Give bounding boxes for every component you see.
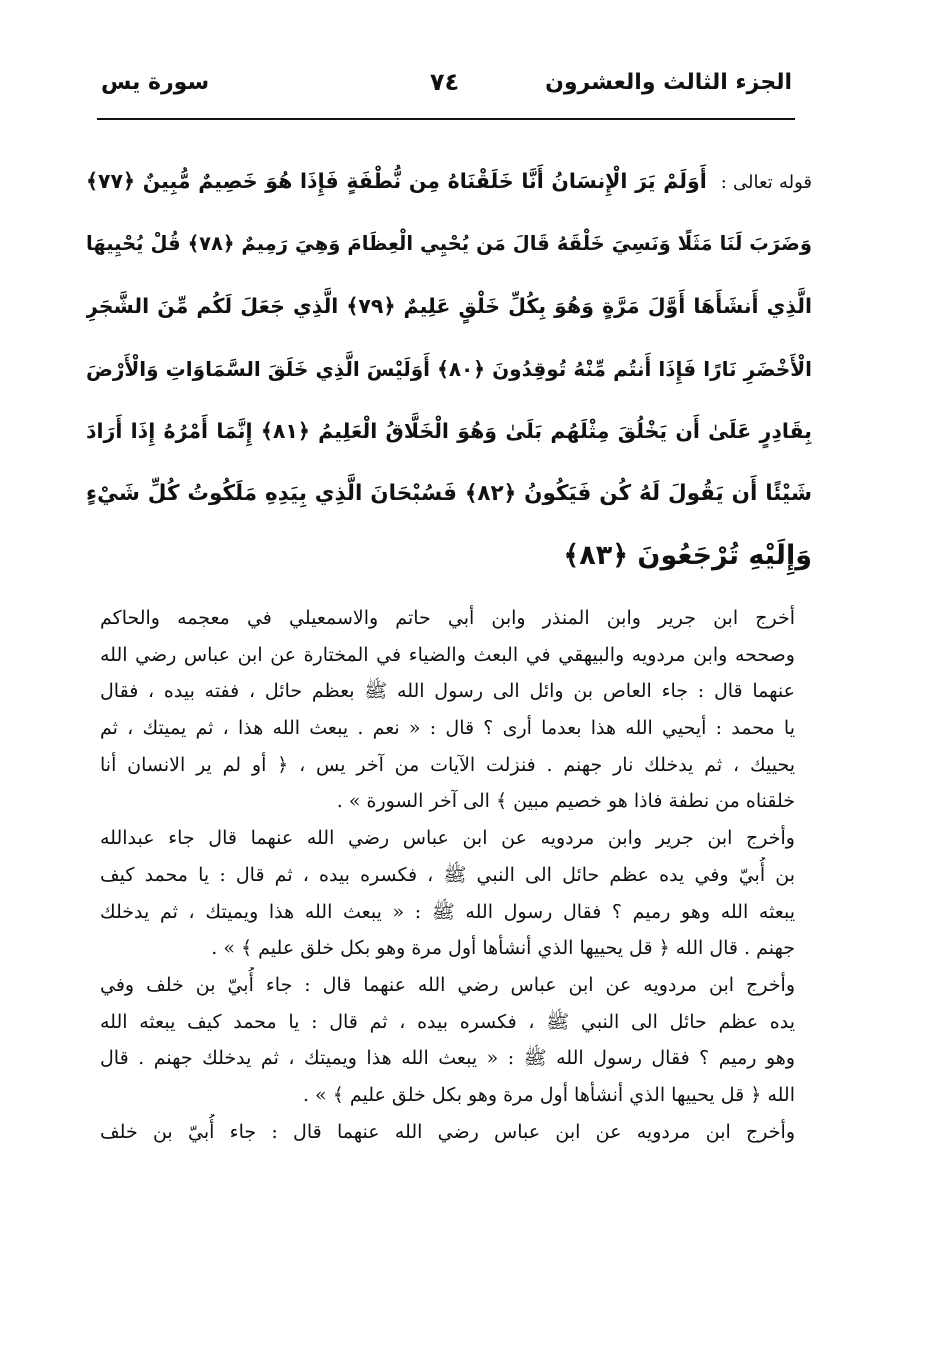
quran-line: الَّذِي أَنشَأَهَا أَوَّلَ مَرَّةٍ وَهُوَ بِكُلِّ خَلْقٍ عَلِيمٌ ﴿٧٩﴾ الَّذِي جَعَلَ لَكُم مِّنَ الشَّجَرِ: [86, 294, 812, 318]
commentary-line: خلقناه من نطفة فاذا هو خصيم مبين ﴾ الى آخر السورة » .: [336, 790, 795, 813]
commentary-line: وأخرج ابن جرير وابن مردويه عن ابن عباس رضي الله عنهما قال جاء عبدالله: [100, 827, 795, 850]
quran-line: وَضَرَبَ لَنَا مَثَلًا وَنَسِيَ خَلْقَهُ قَالَ مَن يُحْيِي الْعِظَامَ وَهِيَ رَمِيمٌ ﴿٧٨﴾ قُلْ يُحْيِيهَا: [86, 231, 812, 255]
commentary-line: وهو رميم ؟ فقال رسول الله ﷺ : « يبعث الله هذا ويميتك ، ثم يدخلك جهنم . قال: [100, 1047, 795, 1070]
commentary-line: يا محمد : أيحيي الله هذا بعدما أرى ؟ قال : « نعم . يبعث الله هذا ، ثم يميتك ، ثم: [100, 717, 795, 740]
commentary-line: وصححه وابن مردويه والبيهقي في البعث والضياء في المختارة عن ابن عباس رضي الله: [100, 643, 795, 666]
surah-title: سورة يس: [101, 70, 210, 95]
part-title: الجزء الثالث والعشرون: [545, 70, 792, 95]
quran-line: بِقَادِرٍ عَلَىٰ أَن يَخْلُقَ مِثْلَهُم بَلَىٰ وَهُوَ الْخَلَّاقُ الْعَلِيمُ ﴿٨١﴾ إِنَّمَا أَمْرُهُ إِذَا أَرَادَ: [86, 419, 812, 443]
commentary-line: وأخرج ابن مردويه عن ابن عباس رضي الله عنهما قال : جاء أُبيّ بن خلف وفي: [100, 973, 795, 996]
header-rule: [97, 118, 795, 120]
quran-line: شَيْئًا أَن يَقُولَ لَهُ كُن فَيَكُونُ ﴿٨٢﴾ فَسُبْحَانَ الَّذِي بِيَدِهِ مَلَكُوتُ كُلِّ شَيْءٍ: [86, 480, 812, 506]
commentary-line: يده عظم حائل الى النبي ﷺ ، فكسره بيده ، ثم قال : يا محمد كيف يبعثه الله: [100, 1010, 795, 1033]
quran-verses-block: [86, 150, 812, 588]
commentary-line: جهنم . قال الله ﴿ قل يحييها الذي أنشأها أول مرة وهو بكل خلق عليم ﴾ » .: [211, 937, 795, 960]
commentary-line: الله ﴿ قل يحييها الذي أنشأها أول مرة وهو بكل خلق عليم ﴾ » .: [302, 1083, 795, 1106]
commentary-line: بن أُبيّ وفي يده عظم حائل الى النبي ﷺ ، فكسره بيده ، ثم قال : يا محمد كيف: [100, 863, 795, 886]
page-number: ٧٤: [429, 68, 460, 96]
verse-text: أَوَلَمْ يَرَ الْإِنسَانُ أَنَّا خَلَقْنَاهُ مِن نُّطْفَةٍ فَإِذَا هُوَ خَصِيمٌ مُّبِينٌ ﴿٧٧﴾: [86, 169, 707, 193]
quran-line: الْأَخْضَرِ نَارًا فَإِذَا أَنتُم مِّنْهُ تُوقِدُونَ ﴿٨٠﴾ أَوَلَيْسَ الَّذِي خَلَقَ السَّمَاوَاتِ وَالْأَرْضَ: [86, 356, 812, 381]
commentary-line: وأخرج ابن مردويه عن ابن عباس رضي الله عنهما قال : جاء أُبيّ بن خلف: [100, 1120, 795, 1143]
quran-line-last: وَإِلَيْهِ تُرْجَعُونَ ﴿٨٣﴾: [563, 540, 812, 571]
quran-line: [86, 150, 812, 213]
commentary-text: [100, 600, 795, 1150]
commentary-line: عنهما قال : جاء العاص بن وائل الى رسول الله ﷺ بعظم حائل ، ففته بيده ، فقال: [100, 680, 795, 703]
commentary-line: يحييك ، ثم يدخلك نار جهنم . فنزلت الآيات من آخر يس ، ﴿ أو لم ير الانسان أنا: [100, 753, 795, 776]
quote-intro: قوله تعالى :: [720, 172, 812, 193]
commentary-line: أخرج ابن جرير وابن المنذر وابن أبي حاتم والاسمعيلي في معجمه والحاكم: [100, 607, 795, 629]
running-head: [97, 62, 792, 112]
commentary-line: يبعثه الله وهو رميم ؟ فقال رسول الله ﷺ : « يبعث الله هذا ويميتك ، ثم يدخلك: [100, 900, 795, 923]
